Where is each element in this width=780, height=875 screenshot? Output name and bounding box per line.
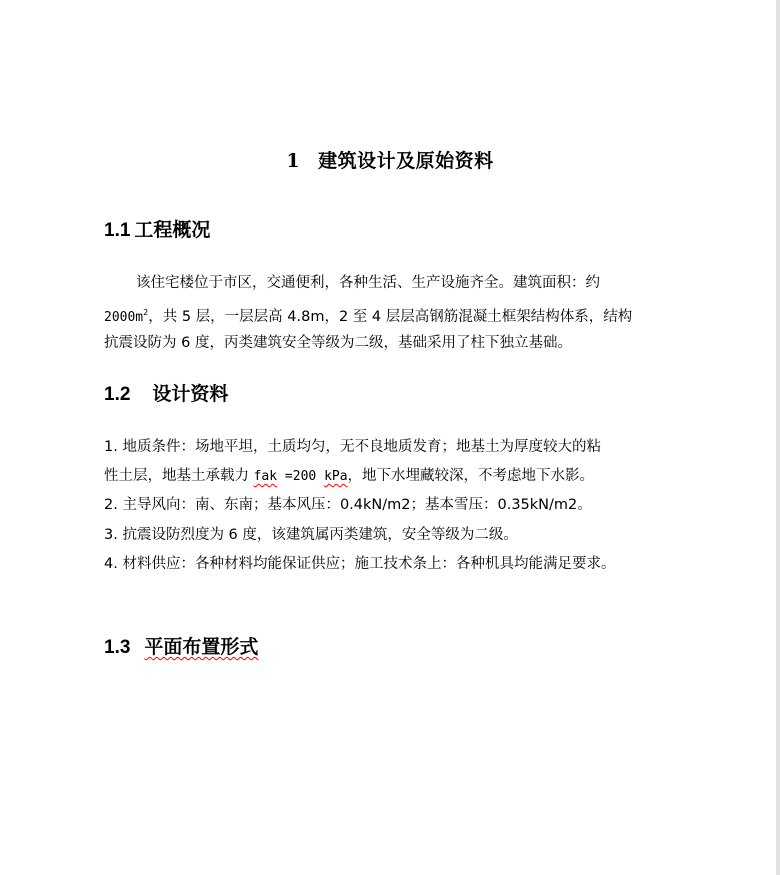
design-item-1-line-1: 1. 地质条件：场地平坦，土质均匀，无不良地质发育；地基土为厚度较大的粘	[104, 439, 601, 455]
area-superscript: 2	[143, 308, 149, 317]
section-number: 1.2	[104, 384, 131, 405]
kpa-term: kPa	[324, 469, 348, 484]
overview-line-2	[104, 303, 660, 328]
design-item-1-line-2	[104, 466, 660, 487]
item1-text-c: ，地下水埋藏较深，不考虑地下水影。	[347, 468, 595, 484]
section-title: 平面布置形式	[144, 637, 259, 658]
overview-line-2-rest: ，共 5 层，一层层高 4.8m，2 至 4 层层高钢筋混凝土框架结构体系，结构	[148, 309, 633, 325]
chapter-title-text: 建筑设计及原始资料	[318, 150, 494, 172]
design-item-3: 3. 抗震设防烈度为 6 度，该建筑属丙类建筑，安全等级为二级。	[104, 527, 518, 543]
chapter-number: 1	[286, 150, 301, 172]
section-heading-1-2	[104, 379, 228, 406]
section-title: 工程概况	[134, 220, 211, 241]
overview-line-3: 抗震设防为 6 度，丙类建筑安全等级为二级，基础采用了柱下独立基础。	[104, 335, 572, 351]
page-edge	[776, 0, 780, 875]
section-number: 1.1	[104, 220, 131, 241]
section-heading-1-1	[104, 215, 210, 242]
design-item-2: 2. 主导风向：南、东南；基本风压：0.4kN/m2；基本雪压：0.35kN/m2。	[104, 497, 592, 513]
item1-text-b: =200	[277, 469, 325, 484]
fak-term: fak	[253, 469, 278, 484]
chapter-title	[0, 146, 780, 173]
section-number: 1.3	[104, 637, 131, 658]
item1-text-a: 性土层，地基土承载力	[104, 468, 254, 484]
section-heading-1-3	[104, 632, 258, 659]
area-value: 2000m	[104, 310, 144, 325]
overview-line-1: 该住宅楼位于市区，交通便利，各种生活、生产设施齐全。建筑面积：约	[136, 275, 600, 291]
design-item-4: 4. 材料供应：各种材料均能保证供应；施工技术条上：各种机具均能满足要求。	[104, 556, 616, 572]
section-title: 设计资料	[152, 384, 229, 405]
